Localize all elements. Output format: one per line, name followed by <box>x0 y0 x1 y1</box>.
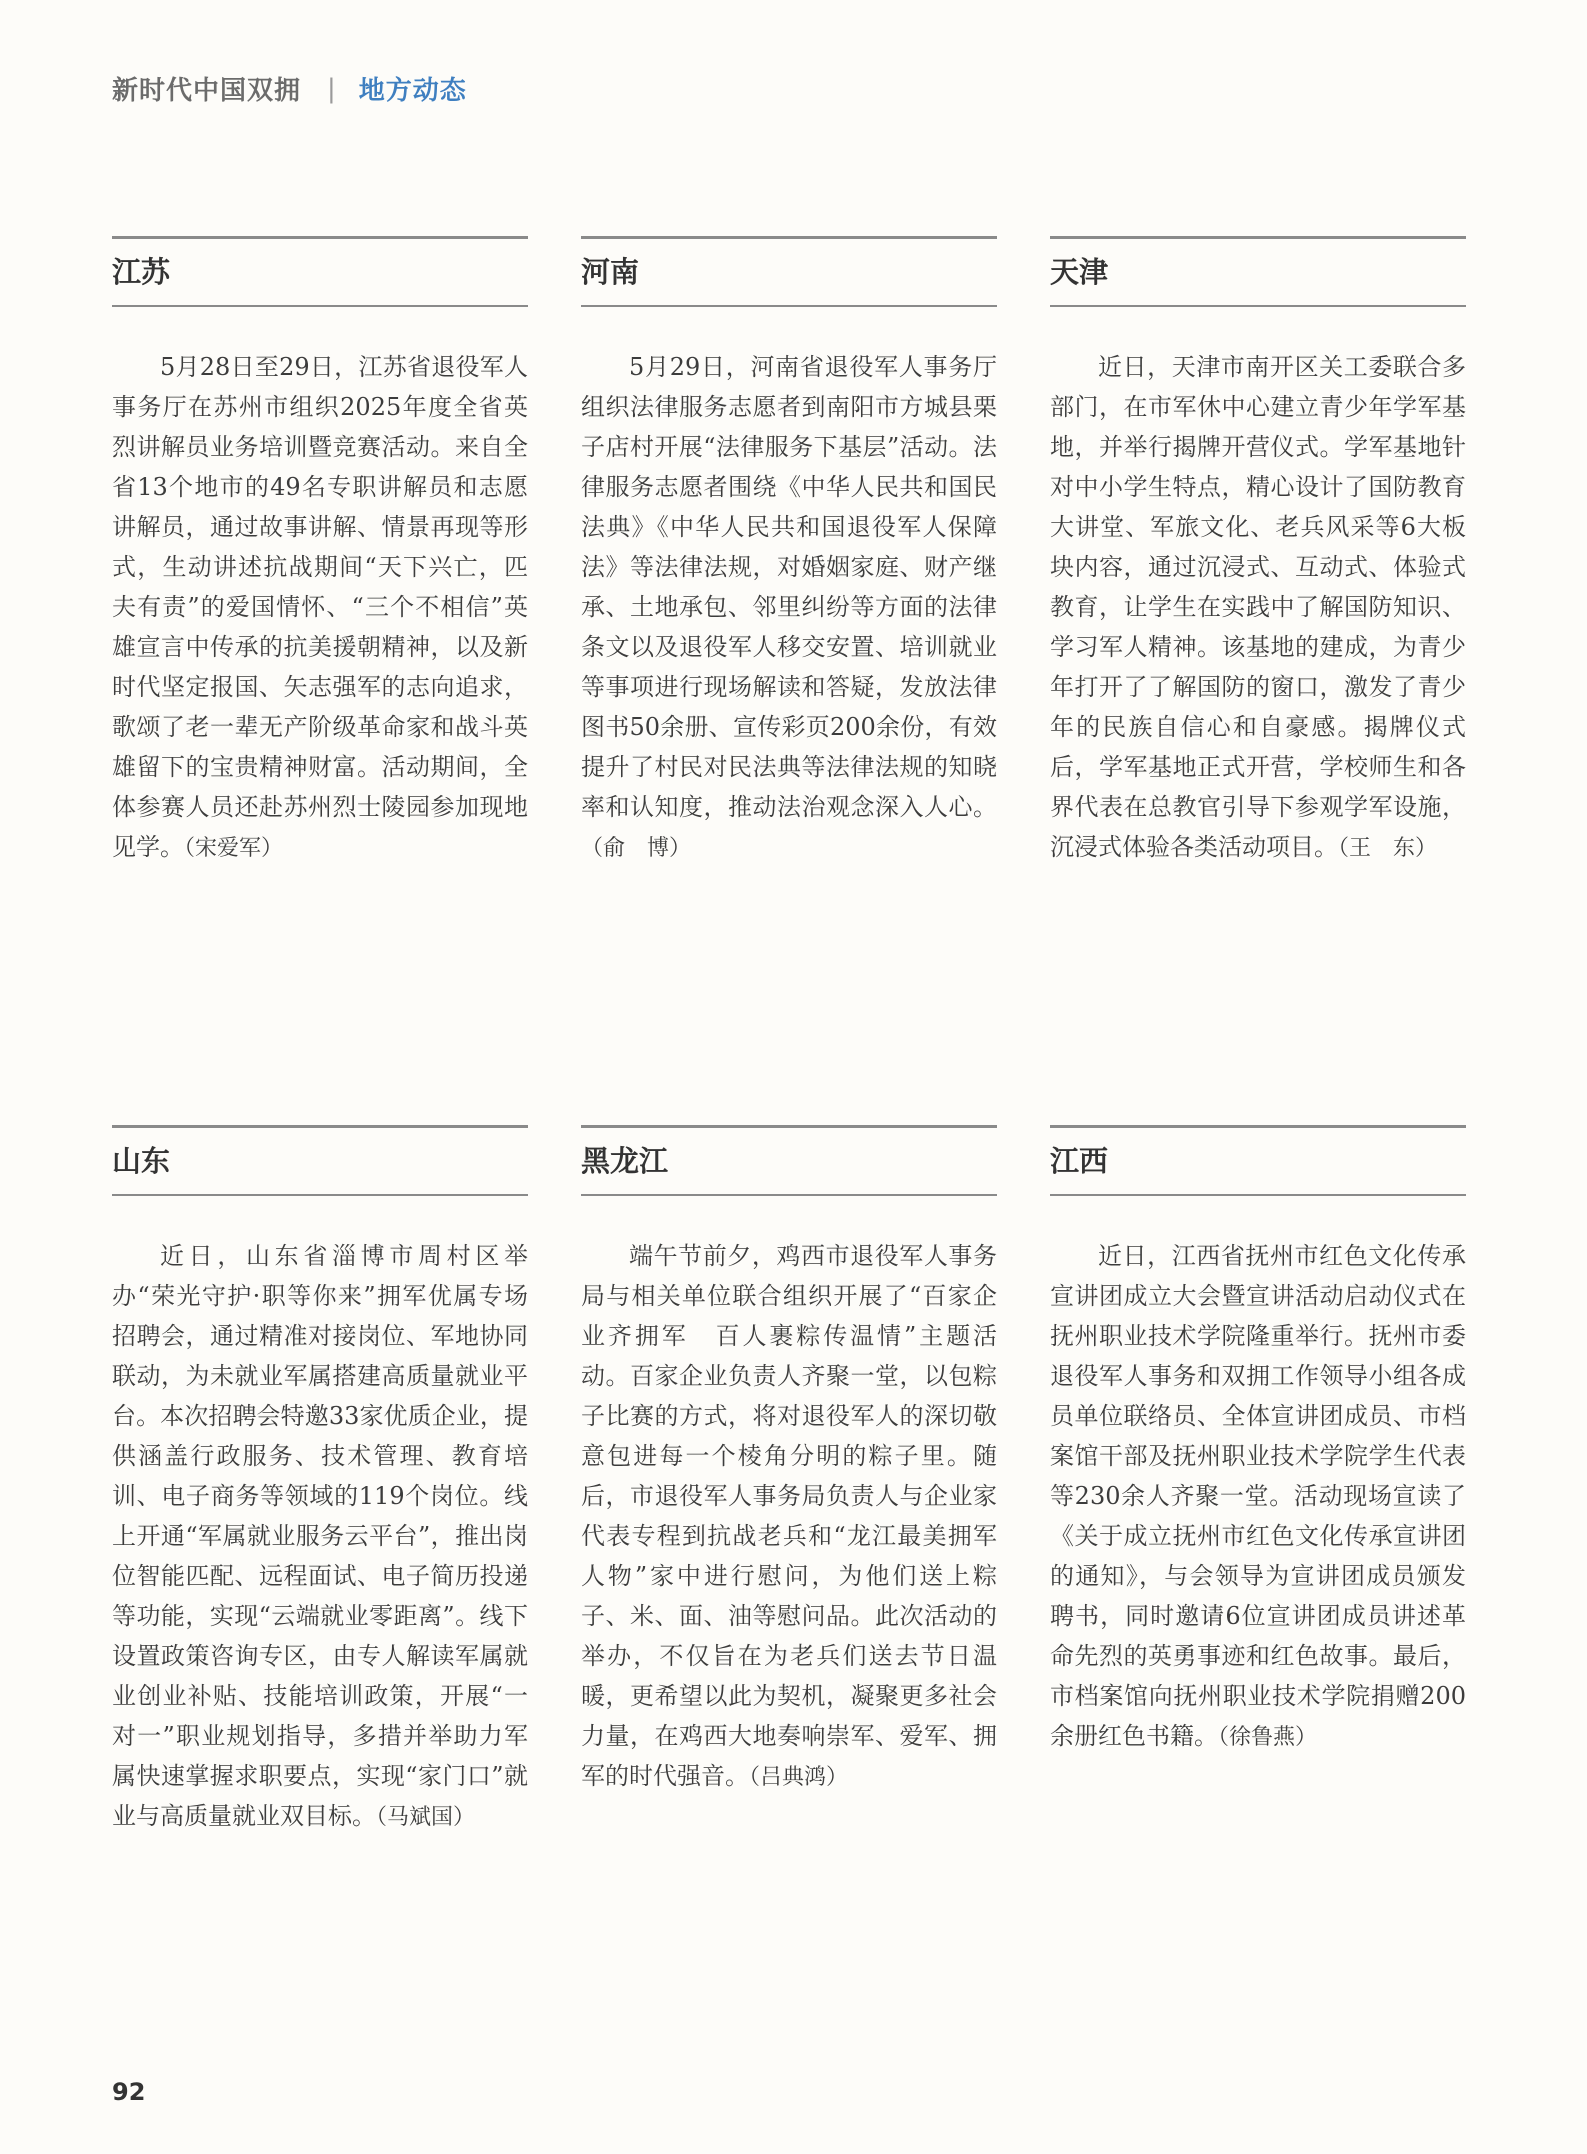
article-bottom-rule <box>581 305 997 307</box>
article-jiangxi <box>1050 1125 1466 1758</box>
article-author: （俞 博） <box>581 836 692 861</box>
article-author: （徐鲁燕） <box>1218 1725 1318 1750</box>
article-body-text: 近日，江西省抚州市红色文化传承宣讲团成立大会暨宣讲活动启动仪式在抚州职业技术学院隆重举行。抚州市委退役军人事务和双拥工作领导小组各成员单位联络员、全体宣讲团成员、市档案馆干部及抚州职业技术学院学生代表等230余人齐聚一堂。活动现场宣读了《关于成立抚州市红色文化传承宣讲团的通知》，与会领导为宣讲团成员颁发聘书，同时邀请6位宣讲团成员讲述革命先烈的英勇事迹和红色故事。最后，市档案馆向抚州职业技术学院捐赠200余册红色书籍。 <box>1050 1242 1466 1750</box>
article-region: 河南 <box>581 255 640 289</box>
page-number: 92 <box>112 2078 146 2106</box>
article-bottom-rule <box>112 1194 528 1196</box>
article-tianjin <box>1050 236 1466 869</box>
article-region: 江苏 <box>112 255 171 289</box>
article-bottom-rule <box>112 305 528 307</box>
article-henan <box>581 236 997 869</box>
article-region: 黑龙江 <box>581 1144 669 1178</box>
article-body <box>1050 347 1466 869</box>
article-region: 山东 <box>112 1144 171 1178</box>
article-jiangsu <box>112 236 528 869</box>
article-body <box>112 347 528 869</box>
article-author: （马斌国） <box>376 1805 476 1830</box>
article-shandong <box>112 1125 528 1838</box>
article-author: （王 东） <box>1338 836 1438 861</box>
article-author: （宋爱军） <box>184 836 284 861</box>
article-body-text: 5月29日，河南省退役军人事务厅组织法律服务志愿者到南阳市方城县栗子店村开展“法律服务下基层”活动。法律服务志愿者围绕《中华人民共和国民法典》《中华人民共和国退役军人保障法》等法律法规，对婚姻家庭、财产继承、土地承包、邻里纠纷等方面的法律条文以及退役军人移交安置、培训就业等事项进行现场解读和答疑，发放法律图书50余册、宣传彩页200余份，有效提升了村民对民法典等法律法规的知晓率和认知度，推动法治观念深入人心。 <box>581 353 997 821</box>
article-body <box>1050 1236 1466 1758</box>
article-body <box>581 347 997 869</box>
article-body <box>581 1236 997 1798</box>
article-body-text: 5月28日至29日，江苏省退役军人事务厅在苏州市组织2025年度全省英烈讲解员业务培训暨竞赛活动。来自全省13个地市的49名专职讲解员和志愿讲解员，通过故事讲解、情景再现等形式，生动讲述抗战期间“天下兴亡，匹夫有责”的爱国情怀、“三个不相信”英雄宣言中传承的抗美援朝精神，以及新时代坚定报国、矢志强军的志向追求，歌颂了老一辈无产阶级革命家和战斗英雄留下的宝贵精神财富。活动期间，全体参赛人员还赴苏州烈士陵园参加现地见学。 <box>112 353 528 861</box>
article-author: （吕典鸿） <box>749 1765 849 1790</box>
magazine-title: 新时代中国双拥 <box>112 76 302 106</box>
article-heilongjiang <box>581 1125 997 1798</box>
section-title: 地方动态 <box>358 76 467 106</box>
header-separator: | <box>327 73 337 104</box>
article-body-text: 近日，山东省淄博市周村区举办“荣光守护·职等你来”拥军优属专场招聘会，通过精准对接岗位、军地协同联动，为未就业军属搭建高质量就业平台。本次招聘会特邀33家优质企业，提供涵盖行政服务、技术管理、教育培训、电子商务等领域的119个岗位。线上开通“军属就业服务云平台”，推出岗位智能匹配、远程面试、电子简历投递等功能，实现“云端就业零距离”。线下设置政策咨询专区，由专人解读军属就业创业补贴、技能培训政策，开展“一对一”职业规划指导，多措并举助力军属快速掌握求职要点，实现“家门口”就业与高质量就业双目标。 <box>112 1242 528 1830</box>
article-region: 江西 <box>1050 1144 1109 1178</box>
article-bottom-rule <box>1050 1194 1466 1196</box>
article-body <box>112 1236 528 1838</box>
running-header <box>112 70 467 107</box>
article-bottom-rule <box>1050 305 1466 307</box>
article-body-text: 近日，天津市南开区关工委联合多部门，在市军休中心建立青少年学军基地，并举行揭牌开营仪式。学军基地针对中小学生特点，精心设计了国防教育大讲堂、军旅文化、老兵风采等6大板块内容，通过沉浸式、互动式、体验式教育，让学生在实践中了解国防知识、学习军人精神。该基地的建成，为青少年打开了了解国防的窗口，激发了青少年的民族自信心和自豪感。揭牌仪式后，学军基地正式开营，学校师生和各界代表在总教官引导下参观学军设施，沉浸式体验各类活动项目。 <box>1050 353 1466 861</box>
article-bottom-rule <box>581 1194 997 1196</box>
article-body-text: 端午节前夕，鸡西市退役军人事务局与相关单位联合组织开展了“百家企业齐拥军 百人裹粽传温情”主题活动。百家企业负责人齐聚一堂，以包粽子比赛的方式，将对退役军人的深切敬意包进每一个棱角分明的粽子里。随后，市退役军人事务局负责人与企业家代表专程到抗战老兵和“龙江最美拥军人物”家中进行慰问，为他们送上粽子、米、面、油等慰问品。此次活动的举办，不仅旨在为老兵们送去节日温暖，更希望以此为契机，凝聚更多社会力量，在鸡西大地奏响崇军、爱军、拥军的时代强音。 <box>581 1242 997 1790</box>
article-region: 天津 <box>1050 255 1109 289</box>
